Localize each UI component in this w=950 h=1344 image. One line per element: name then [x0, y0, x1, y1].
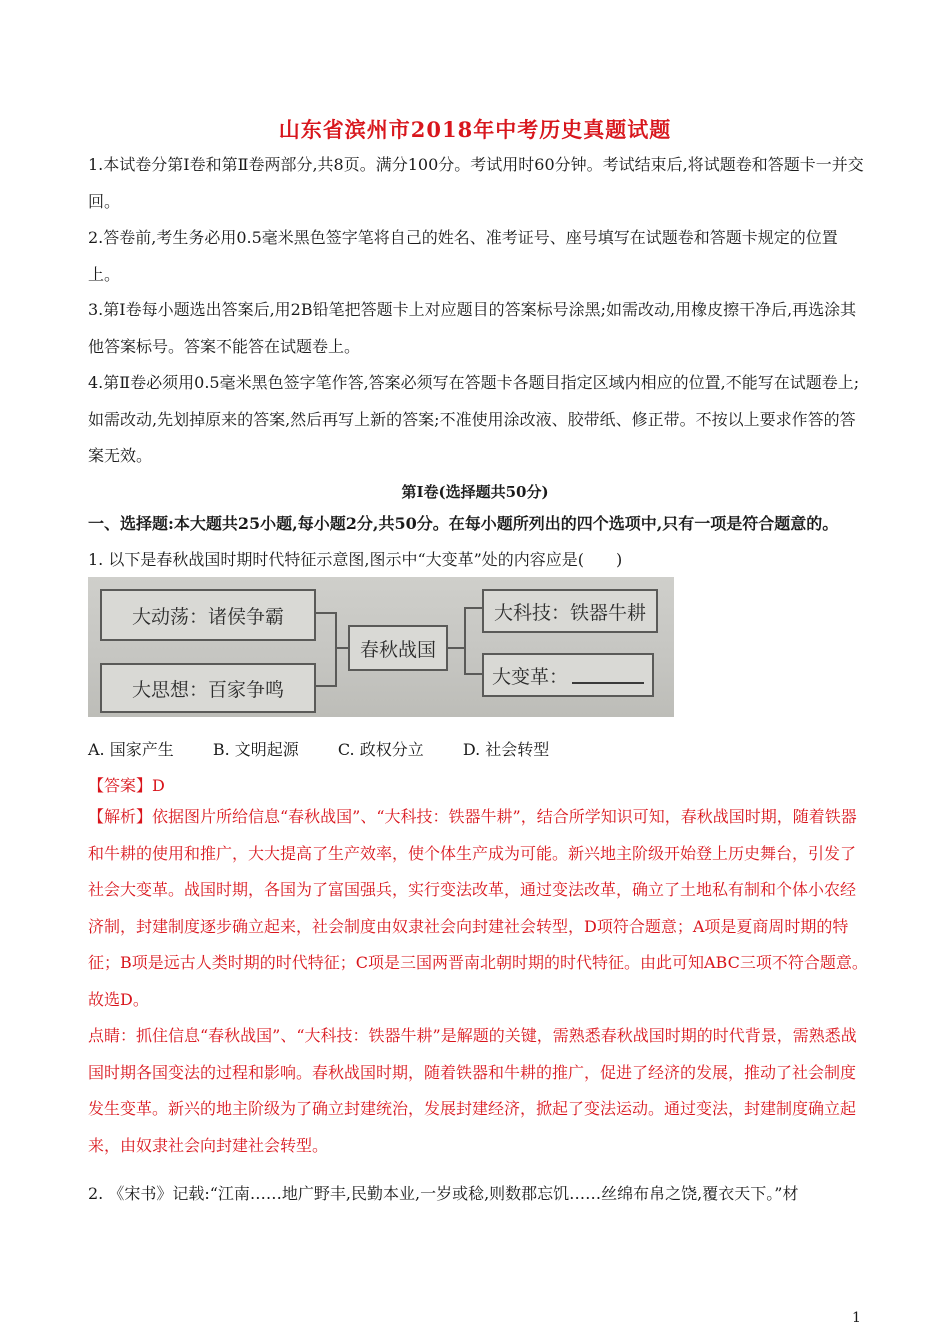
diagram-box-right-bottom-label: 大变革：	[492, 665, 569, 688]
diagram-box-left-bottom: 大思想：百家争鸣	[100, 663, 316, 713]
answer: 【答案】D	[88, 776, 165, 795]
question-1-options	[88, 737, 583, 760]
option-c: C. 政权分立	[337, 740, 424, 759]
diagram-box-left-top: 大动荡：诸侯争霸	[100, 589, 316, 641]
connector	[466, 607, 482, 609]
option-d: D. 社会转型	[462, 740, 550, 759]
option-b: B. 文明起源	[212, 740, 299, 759]
connector	[314, 685, 336, 687]
connector	[314, 612, 336, 614]
diagram-box-right-top: 大科技：铁器牛耕	[482, 589, 658, 633]
question-1-diagram	[88, 577, 674, 717]
diagram-box-right-bottom	[482, 653, 654, 697]
instruction-1: 1.本试卷分第Ⅰ卷和第Ⅱ卷两部分,共8页。满分100分。考试用时60分钟。考试结束后,将试题卷和答题卡一并交回。	[88, 155, 864, 211]
page-title: 山东省滨州市2018年中考历史真题试题	[278, 117, 672, 142]
connector	[446, 647, 466, 649]
option-a: A. 国家产生	[88, 740, 174, 759]
instruction-3: 3.第Ⅰ卷每小题选出答案后,用2B铅笔把答题卡上对应题目的答案标号涂黑;如需改动,用橡皮擦干净后,再选涂其他答案标号。答案不能答在试题卷上。	[88, 300, 857, 356]
diagram-box-center: 春秋战国	[348, 625, 448, 671]
answer-blank	[572, 666, 644, 684]
question-1-stem: 1. 以下是春秋战国时期时代特征示意图,图示中“大变革”处的内容应是( )	[88, 550, 623, 569]
instruction-2: 2.答卷前,考生务必用0.5毫米黑色签字笔将自己的姓名、准考证号、座号填写在试题卷和答题卡规定的位置上。	[88, 228, 838, 284]
instruction-4: 4.第Ⅱ卷必须用0.5毫米黑色签字笔作答,答案必须写在答题卡各题目指定区域内相应的位置,不能写在试题卷上;如需改动,先划掉原来的答案,然后再写上新的答案;不准使用涂改液、胶带纸、修正带。不按以上要求作答的答案无效。	[88, 373, 860, 465]
connector	[335, 612, 337, 687]
connector	[464, 607, 466, 675]
analysis: 【解析】依据图片所给信息“春秋战国”、“大科技：铁器牛耕”，结合所学知识可知，春秋战国时期，随着铁器和牛耕的使用和推广，大大提高了生产效率，使个体生产成为可能。新兴地主阶级开始登上历史舞台，引发了社会大变革。战国时期，各国为了富国强兵，实行变法改革，通过变法改革，确立了土地私有制和个体小农经济制，封建制度逐步确立起来，社会制度由奴隶社会向封建社会转型，D项符合题意；A项是夏商周时期的特征；B项是远古人类时期的时代特征；C项是三国两晋南北朝时期的时代特征。由此可知ABC三项不符合题意。故选D。	[88, 807, 868, 1009]
section-heading: 第Ⅰ卷(选择题共50分)	[401, 483, 549, 501]
part-heading: 一、选择题:本大题共25小题,每小题2分,共50分。在每小题所列出的四个选项中,只有一项是符合题意的。	[88, 514, 839, 533]
question-2-stem: 2. 《宋书》记载:“江南……地广野丰,民勤本业,一岁或稔,则数郡忘饥……丝绵布帛之饶,覆衣天下。”材	[88, 1184, 799, 1203]
page-number: 1	[852, 1310, 861, 1326]
connector	[466, 673, 482, 675]
comment: 点睛：抓住信息“春秋战国”、“大科技：铁器牛耕”是解题的关键，需熟悉春秋战国时期的时代背景，需熟悉战国时期各国变法的过程和影响。春秋战国时期，随着铁器和牛耕的推广，促进了经济的发展，推动了社会制度发生变革。新兴的地主阶级为了确立封建统治，发展封建经济，掀起了变法运动。通过变法，封建制度确立起来，由奴隶社会向封建社会转型。	[88, 1026, 857, 1155]
